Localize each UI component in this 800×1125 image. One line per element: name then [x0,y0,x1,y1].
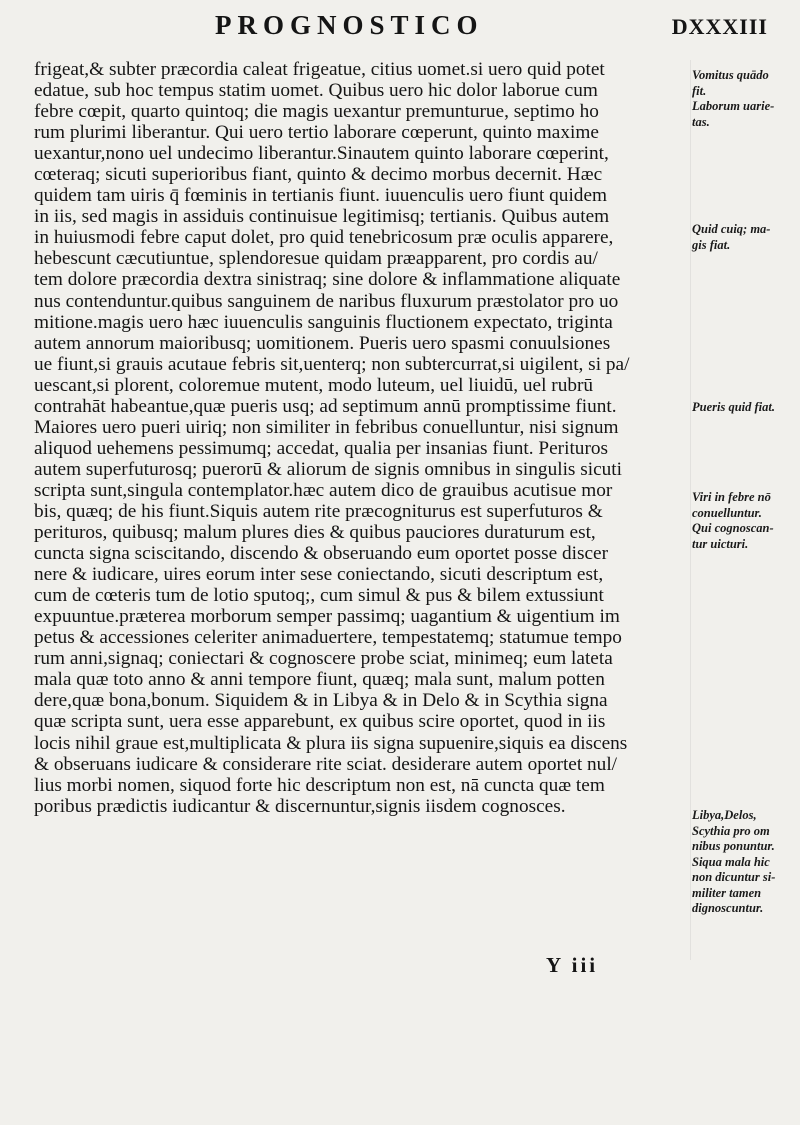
text-line: poribus prædictis iudicantur & discernuntur,signis iisdem cognosces. [34,795,566,817]
note-line: Pueris quid fiat. [692,400,775,414]
text-line: bis, quæq; de his fiunt.Siquis autem rite præcogniturus est superfuturos & [34,500,603,522]
text-line: hebescunt cæcutiuntue, splendoresue quidam præapparent, pro cordis au/ [34,248,598,270]
text-line: quidem tam uiris q̄ fœminis in tertianis fiunt. iuuenculis uero fiunt quidem [34,185,607,207]
text-line: uexantur,nono uel undecimo liberantur.Sinautem quinto laborare cœperint, [34,143,609,165]
note-line: Siqua mala hic [692,854,770,869]
margin-note-vomitus [692,68,800,130]
margin-note-libya [692,808,800,917]
text-line: locis nihil graue est,multiplicata & plura iis signa supuenire,siquis ea discens [34,732,628,754]
margin-note-pueris [692,400,800,416]
note-line: non dicuntur si- [692,870,776,884]
text-line: frigeat,& subter præcordia caleat frigeatue, citius uomet.si uero quid potet [34,59,605,80]
note-line: Quid cuiq; ma- [692,222,771,236]
note-line: Laborum uarie- [692,99,775,113]
margin-note-viri [692,490,800,552]
text-line: lius morbi nomen, siquod forte hic descriptum non est, nā cuncta quæ tem [34,774,605,796]
note-line: Vomitus quādo [692,68,769,82]
note-line: Scythia pro om [692,823,770,838]
note-line: Viri in febre nō [692,490,771,504]
note-line: conuelluntur. [692,505,762,520]
text-line: contrahāt habeantue,quæ pueris usq; ad septimum annū promptissime fiunt. [34,395,617,417]
running-title: PROGNOSTICO [215,10,484,40]
text-line: autem superfuturosq; puerorū & aliorum de signis omnibus in singulis sicuti [34,458,623,480]
text-line: quæ scripta sunt, uera esse apparebunt, ex quibus scire oportet, quod in iis [34,711,606,733]
text-line: in iis, sed magis in assiduis continuisue legitimisq; tertianis. Quibus autem [34,206,610,228]
text-line: & obseruans iudicare & considerare rite sciat. desiderare autem oportet nul/ [34,753,618,775]
text-line: scripta sunt,singula contemplator.hæc autem dico de grauibus acutisue mor [34,479,613,501]
note-line: tur uicturi. [692,536,749,551]
folio-number: DXXXIII [671,14,768,39]
text-line: mala quæ toto anno & anni tempore fiunt, quæq; mala sunt, malum potten [34,669,605,691]
text-line: rum anni,signaq; coniectari & cognoscere probe sciat, minimeq; eum lateta [34,648,613,670]
text-line: dere,quæ bona,bonum. Siquidem & in Libya & in Delo & in Scythia signa [34,690,608,712]
text-line: rum plurimi liberantur. Qui uero tertio laborare cœperunt, quinto maxime [34,122,599,144]
text-line: autem annorum maioribusq; uomitionem. Pueris uero spasmi conuulsiones [34,332,611,354]
note-line: militer tamen [692,885,762,900]
margin-divider [690,60,691,960]
note-line: gis fiat. [692,237,731,252]
note-line: tas. [692,114,710,129]
text-line: uescant,si plorent, coloremue mutent, modo luteum, uel liuidū, uel rubrū [34,374,594,396]
text-line: cœteraq; sicuti superioribus fiant, quinto & decimo morbus decernit. Hæc [34,164,603,186]
text-line: nere & iudicare, uires eorum inter sese coniectando, sicuti descriptum est, [34,564,604,586]
text-line: mitione.magis uero hæc iuuenculis sanguinis fluctionem expectato, triginta [34,311,613,333]
note-line: dignoscuntur. [692,901,764,915]
note-line: nibus ponuntur. [692,839,775,853]
text-line: nus contenduntur.quibus sanguinem de naribus fluxurum præstolator pro uo [34,290,619,312]
margin-notes [692,0,800,1125]
note-line: Qui cognoscan- [692,521,774,535]
text-line: febre cœpit, quarto quintoq; die magis uexantur premunturue, septimo ho [34,101,599,123]
text-line: in huiusmodi febre caput dolet, pro quid tenebricosum præ oculis apparere, [34,227,614,249]
text-line: Maiores uero pueri uiriq; non similiter in febribus conuelluntur, nisi signum [34,416,619,438]
main-text-block [34,59,682,817]
text-line: cum de cœteris tum de lotio sputoq;, cum simul & pus & bilem extussiunt [34,585,604,607]
text-line: aliquod uehemens pessimumq; accedat, qualia per insanias fiunt. Perituros [34,437,609,459]
margin-note-quid-cuiq [692,222,800,253]
text-line: cuncta signa sciscitando, discendo & obseruando eum oportet posse discer [34,543,609,565]
note-line: fit. [692,83,707,98]
text-line: ue fiunt,si grauis acutaue febris sit,uenterq; non subtercurrat,si uigilent, si pa/ [34,353,630,375]
catchword-signature: Y iii [546,953,599,977]
text-line: expuuntue.præterea morborum semper passimq; uagantium & uigentium im [34,606,620,628]
text-line: edatue, sub hoc tempus statim uomet. Quibus uero hic dolor laborue cum [34,80,598,102]
text-line: perituros, quibusq; malum plures dies & quibus pauciores duraturum est, [34,522,596,544]
text-line: petus & accessiones celeriter animaduertere, tempestatemq; statumue tempo [34,627,622,649]
note-line: Libya,Delos, [692,808,757,822]
text-line: tem dolore præcordia dextra sinistraq; sine dolore & inflammatione aliquate [34,269,621,291]
